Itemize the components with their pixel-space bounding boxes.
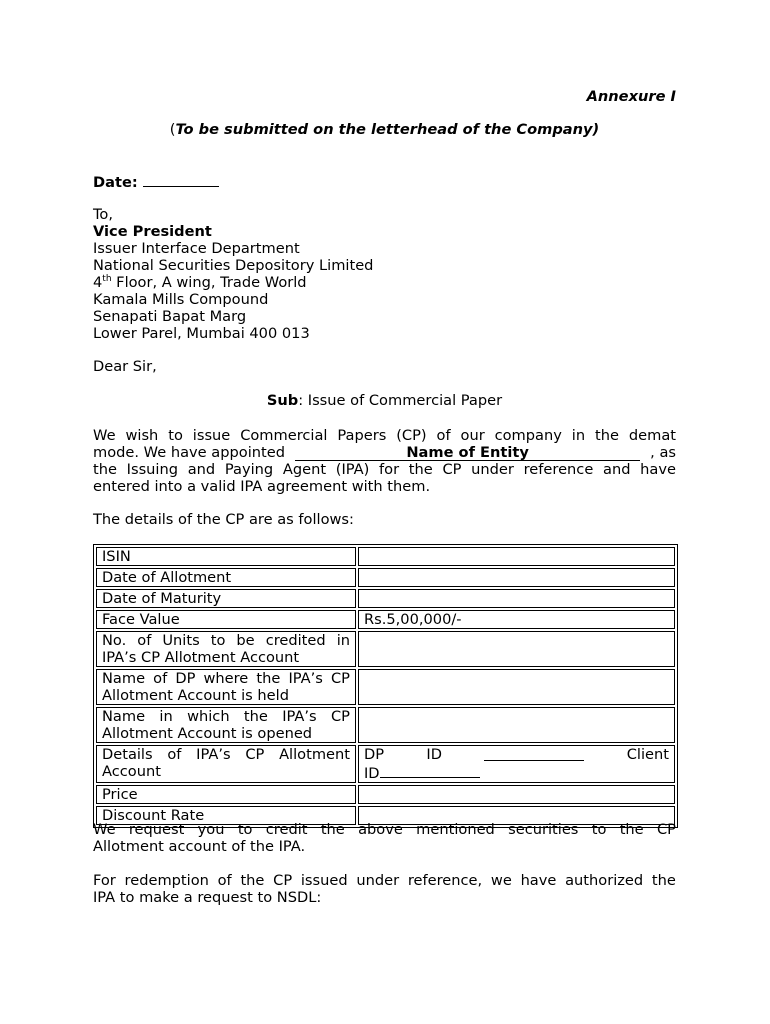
word: the: [256, 670, 281, 687]
dp-id-blank: [484, 746, 584, 761]
table-row: [96, 631, 675, 667]
row-value: [358, 707, 675, 743]
word: you: [197, 821, 225, 838]
word: CP: [442, 461, 462, 478]
word: Name: [102, 708, 146, 725]
word: the: [243, 708, 268, 725]
address-organization: National Securities Depository Limited: [93, 257, 374, 274]
word: CP: [245, 746, 265, 763]
row-value: [358, 669, 675, 705]
word: in: [159, 708, 173, 725]
word: above: [358, 821, 403, 838]
word: of: [153, 670, 168, 687]
word: wish: [125, 427, 159, 444]
row-value: [358, 589, 675, 608]
word: reference,: [407, 872, 483, 889]
redemption-line-2: IPA to make a request to NSDL:: [93, 889, 322, 906]
address-designation: Vice President: [93, 223, 212, 240]
word: For: [93, 872, 116, 889]
word: DP: [175, 670, 196, 687]
cp-details-table: [93, 544, 678, 828]
word: which: [187, 708, 230, 725]
submission-note: (To be submitted on the letterhead of the Company): [169, 121, 600, 138]
word: and: [603, 461, 631, 478]
word: to: [591, 821, 607, 838]
word: of: [167, 746, 182, 763]
word: We: [93, 427, 116, 444]
table-row: [96, 707, 675, 743]
recipient-address: [93, 206, 373, 342]
word: reference: [523, 461, 594, 478]
word: under: [356, 872, 400, 889]
word: Allotment: [279, 746, 350, 763]
address-line-marg: Senapati Bapat Marg: [93, 308, 247, 325]
word: Issuing: [126, 461, 178, 478]
row-label: No. of Units to be credited in IPA’s CP Allotment Account: [96, 631, 356, 667]
request-paragraph: [93, 821, 676, 855]
table-row: [96, 610, 675, 629]
word: Paying: [224, 461, 274, 478]
word: the: [240, 872, 265, 889]
table-row: [96, 589, 675, 608]
dp-id-line: DP ID Client: [364, 746, 669, 763]
word: Name: [102, 670, 146, 687]
word: request: [128, 821, 185, 838]
word: in: [571, 427, 586, 444]
word: under: [471, 461, 514, 478]
date-blank: [143, 172, 219, 187]
word: redemption: [124, 872, 209, 889]
row-label: Discount Rate: [96, 806, 356, 825]
word: to: [168, 427, 183, 444]
intro-line-3: [93, 461, 676, 478]
word: CP: [330, 708, 350, 725]
address-line-compound: Kamala Mills Compound: [93, 291, 269, 308]
date-line: [93, 172, 219, 191]
address-line-city: Lower Parel, Mumbai 400 013: [93, 325, 310, 342]
word: in: [336, 632, 350, 649]
row-label: Details of IPA’s CP Allotment Account: [96, 745, 356, 783]
row-value: Rs.5,00,000/-: [358, 610, 675, 629]
salutation: Dear Sir,: [93, 358, 157, 375]
word: securities: [508, 821, 579, 838]
request-line-1: [93, 821, 676, 838]
word: CP: [273, 872, 293, 889]
word: CP: [330, 670, 350, 687]
details-intro: The details of the CP are as follows:: [93, 511, 354, 528]
word: mentioned: [416, 821, 495, 838]
intro-line-4: entered into a valid IPA agreement with them.: [93, 478, 431, 495]
table-row: [96, 568, 675, 587]
word: we: [490, 872, 512, 889]
word: issue: [192, 427, 231, 444]
word: IPA’s: [196, 746, 231, 763]
word: and: [187, 461, 216, 478]
date-label: Date:: [93, 174, 138, 191]
word: the: [320, 821, 345, 838]
table-row: [96, 745, 675, 783]
row-label: Name in which the IPA’s CP Allotment Account is opened: [96, 707, 356, 743]
table-row: [96, 547, 675, 566]
word: be: [236, 632, 255, 649]
row-value: [358, 745, 675, 783]
row-value: [358, 547, 675, 566]
word: No.: [102, 632, 127, 649]
word: issued: [300, 872, 348, 889]
word: of: [137, 632, 152, 649]
intro-paragraph: [93, 427, 676, 495]
intro-line-1: [93, 427, 676, 444]
row-label: ISIN: [96, 547, 356, 566]
client-id-blank: [380, 763, 480, 778]
word: Agent: [282, 461, 327, 478]
word: IPA’s: [288, 670, 323, 687]
word: the: [619, 821, 644, 838]
word: Details: [102, 746, 153, 763]
word: (IPA): [335, 461, 370, 478]
word: the: [93, 461, 117, 478]
word: have: [640, 461, 676, 478]
row-label: Name of DP where the IPA’s CP Allotment Account is held: [96, 669, 356, 705]
word: our: [460, 427, 485, 444]
row-label: Date of Maturity: [96, 589, 356, 608]
redemption-paragraph: [93, 872, 676, 906]
word: the: [651, 872, 676, 889]
word: demat: [628, 427, 676, 444]
word: credited: [265, 632, 326, 649]
word: authorized: [565, 872, 644, 889]
word: IPA’s: [282, 708, 317, 725]
table-row: [96, 669, 675, 705]
table-row: [96, 785, 675, 804]
word: where: [203, 670, 249, 687]
word: the: [408, 461, 433, 478]
word: Commercial: [240, 427, 328, 444]
word: the: [595, 427, 619, 444]
word: for: [379, 461, 400, 478]
row-value: [358, 631, 675, 667]
word: to: [237, 821, 253, 838]
row-label: Face Value: [96, 610, 356, 629]
word: to: [210, 632, 226, 649]
word: of: [436, 427, 451, 444]
address-floor: 4th Floor, A wing, Trade World: [93, 274, 307, 291]
row-value: [358, 568, 675, 587]
word: (CP): [396, 427, 427, 444]
client-id-line: ID: [364, 763, 669, 782]
row-label: Price: [96, 785, 356, 804]
entity-name-blank: Name of Entity: [295, 444, 640, 461]
subject-line: Sub: Issue of Commercial Paper: [266, 392, 503, 409]
annexure-label: Annexure I: [586, 88, 676, 105]
address-to: To,: [93, 206, 114, 223]
row-value: [358, 785, 675, 804]
row-label: Date of Allotment: [96, 568, 356, 587]
word: Papers: [337, 427, 387, 444]
redemption-line-1: [93, 872, 676, 889]
word: have: [520, 872, 557, 889]
intro-line-2: mode. We have appointed Name of Entity , as: [93, 444, 676, 461]
word: credit: [265, 821, 308, 838]
request-line-2: Allotment account of the IPA.: [93, 838, 306, 855]
word: of: [217, 872, 232, 889]
word: company: [494, 427, 562, 444]
address-department: Issuer Interface Department: [93, 240, 300, 257]
word: CP: [656, 821, 676, 838]
word: Units: [162, 632, 200, 649]
word: We: [93, 821, 116, 838]
